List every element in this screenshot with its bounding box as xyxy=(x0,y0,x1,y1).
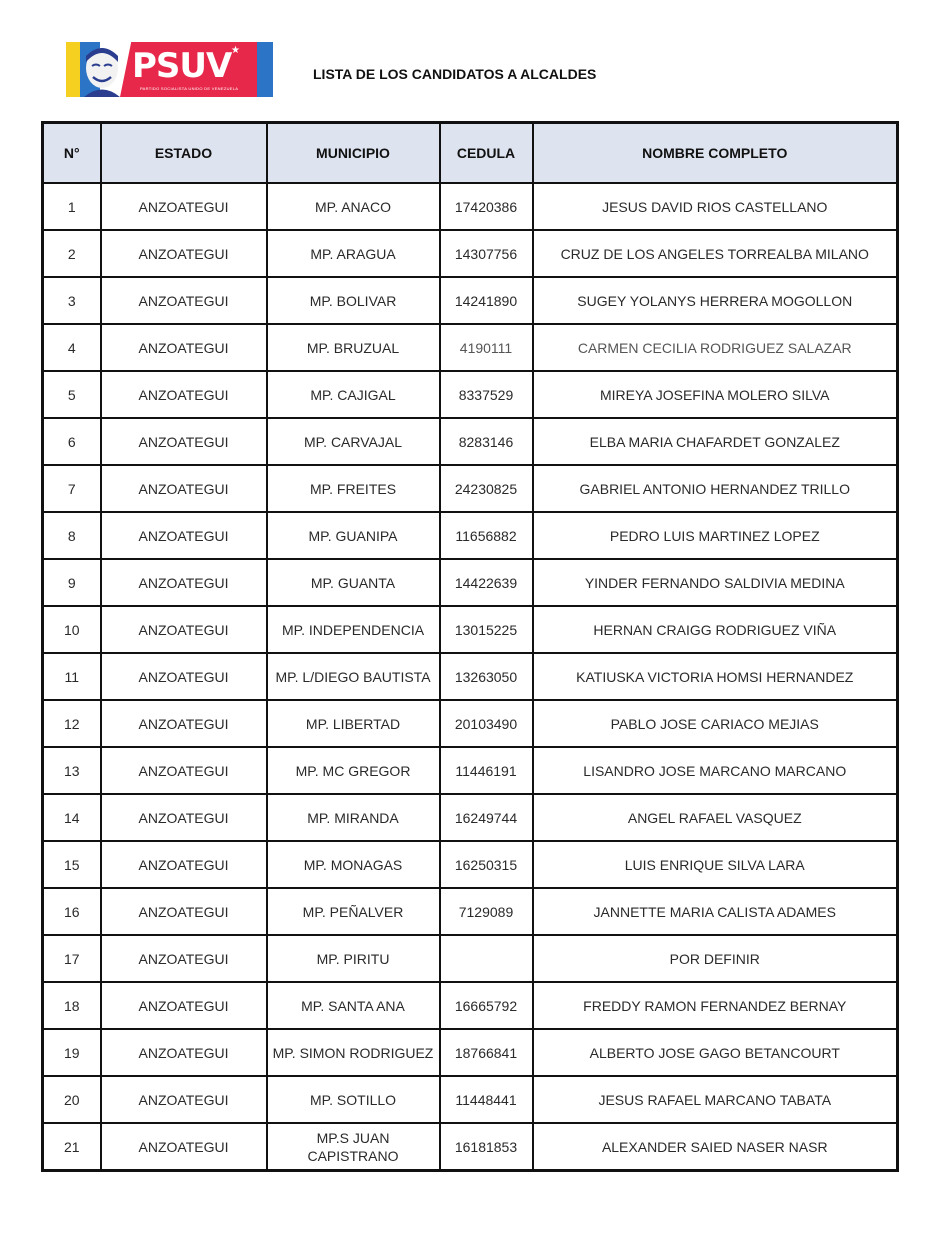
table-row xyxy=(43,700,898,747)
cedula-cell: 8283146 xyxy=(440,418,533,465)
cedula-cell: 20103490 xyxy=(440,700,533,747)
nombre-cell: GABRIEL ANTONIO HERNANDEZ TRILLO xyxy=(533,465,898,512)
cedula-cell: 8337529 xyxy=(440,371,533,418)
estado-cell: ANZOATEGUI xyxy=(101,653,267,700)
row-number: 9 xyxy=(43,559,101,606)
estado-cell: ANZOATEGUI xyxy=(101,982,267,1029)
table-row xyxy=(43,465,898,512)
municipio-cell: MP. MIRANDA xyxy=(267,794,440,841)
row-number: 15 xyxy=(43,841,101,888)
table-row xyxy=(43,606,898,653)
table-header-row xyxy=(43,123,898,184)
estado-cell: ANZOATEGUI xyxy=(101,841,267,888)
estado-cell: ANZOATEGUI xyxy=(101,277,267,324)
cedula-cell: 11656882 xyxy=(440,512,533,559)
row-number: 18 xyxy=(43,982,101,1029)
nombre-cell: ALEXANDER SAIED NASER NASR xyxy=(533,1123,898,1171)
logo-subtitle: PARTIDO SOCIALISTA UNIDO DE VENEZUELA xyxy=(140,86,239,91)
row-number: 7 xyxy=(43,465,101,512)
municipio-cell: MP. SOTILLO xyxy=(267,1076,440,1123)
cedula-cell: 16249744 xyxy=(440,794,533,841)
municipio-cell: MP. L/DIEGO BAUTISTA xyxy=(267,653,440,700)
estado-cell: ANZOATEGUI xyxy=(101,935,267,982)
estado-cell: ANZOATEGUI xyxy=(101,512,267,559)
municipio-cell: MP. FREITES xyxy=(267,465,440,512)
municipio-cell: MP. CAJIGAL xyxy=(267,371,440,418)
estado-cell: ANZOATEGUI xyxy=(101,794,267,841)
nombre-cell: JESUS RAFAEL MARCANO TABATA xyxy=(533,1076,898,1123)
municipio-cell: MP. INDEPENDENCIA xyxy=(267,606,440,653)
estado-cell: ANZOATEGUI xyxy=(101,230,267,277)
column-header-nombre: NOMBRE COMPLETO xyxy=(533,123,898,184)
document-title: LISTA DE LOS CANDIDATOS A ALCALDES xyxy=(313,66,597,82)
table-row xyxy=(43,747,898,794)
row-number: 19 xyxy=(43,1029,101,1076)
estado-cell: ANZOATEGUI xyxy=(101,1029,267,1076)
nombre-cell: CARMEN CECILIA RODRIGUEZ SALAZAR xyxy=(533,324,898,371)
nombre-cell: ELBA MARIA CHAFARDET GONZALEZ xyxy=(533,418,898,465)
estado-cell: ANZOATEGUI xyxy=(101,747,267,794)
cedula-cell: 16181853 xyxy=(440,1123,533,1171)
estado-cell: ANZOATEGUI xyxy=(101,606,267,653)
cedula-cell: 4190111 xyxy=(440,324,533,371)
table-row xyxy=(43,371,898,418)
municipio-cell: MP. ANACO xyxy=(267,183,440,230)
table-row xyxy=(43,277,898,324)
column-header-municipio: MUNICIPIO xyxy=(267,123,440,184)
nombre-cell: LUIS ENRIQUE SILVA LARA xyxy=(533,841,898,888)
cedula-cell: 16665792 xyxy=(440,982,533,1029)
cedula-cell: 14241890 xyxy=(440,277,533,324)
cedula-cell: 24230825 xyxy=(440,465,533,512)
row-number: 21 xyxy=(43,1123,101,1171)
nombre-cell: LISANDRO JOSE MARCANO MARCANO xyxy=(533,747,898,794)
table-row xyxy=(43,653,898,700)
nombre-cell: KATIUSKA VICTORIA HOMSI HERNANDEZ xyxy=(533,653,898,700)
estado-cell: ANZOATEGUI xyxy=(101,371,267,418)
estado-cell: ANZOATEGUI xyxy=(101,1123,267,1171)
nombre-cell: FREDDY RAMON FERNANDEZ BERNAY xyxy=(533,982,898,1029)
table-row xyxy=(43,794,898,841)
row-number: 6 xyxy=(43,418,101,465)
cedula-cell: 14307756 xyxy=(440,230,533,277)
nombre-cell: ANGEL RAFAEL VASQUEZ xyxy=(533,794,898,841)
column-header-number: N° xyxy=(43,123,101,184)
row-number: 4 xyxy=(43,324,101,371)
row-number: 3 xyxy=(43,277,101,324)
table-row xyxy=(43,841,898,888)
cedula-cell: 11448441 xyxy=(440,1076,533,1123)
table-row xyxy=(43,324,898,371)
psuv-logo xyxy=(66,42,273,97)
nombre-cell: JESUS DAVID RIOS CASTELLANO xyxy=(533,183,898,230)
row-number: 14 xyxy=(43,794,101,841)
logo-wordmark: PSUV xyxy=(132,46,232,86)
row-number: 10 xyxy=(43,606,101,653)
estado-cell: ANZOATEGUI xyxy=(101,418,267,465)
cedula-cell: 18766841 xyxy=(440,1029,533,1076)
table-row xyxy=(43,1029,898,1076)
row-number: 20 xyxy=(43,1076,101,1123)
cedula-cell: 7129089 xyxy=(440,888,533,935)
row-number: 12 xyxy=(43,700,101,747)
estado-cell: ANZOATEGUI xyxy=(101,1076,267,1123)
nombre-cell: PEDRO LUIS MARTINEZ LOPEZ xyxy=(533,512,898,559)
municipio-cell: MP. MONAGAS xyxy=(267,841,440,888)
estado-cell: ANZOATEGUI xyxy=(101,324,267,371)
nombre-cell: MIREYA JOSEFINA MOLERO SILVA xyxy=(533,371,898,418)
nombre-cell: JANNETTE MARIA CALISTA ADAMES xyxy=(533,888,898,935)
star-icon: ★ xyxy=(231,45,240,56)
estado-cell: ANZOATEGUI xyxy=(101,183,267,230)
cedula-cell: 13263050 xyxy=(440,653,533,700)
row-number: 5 xyxy=(43,371,101,418)
municipio-cell: MP. SANTA ANA xyxy=(267,982,440,1029)
municipio-cell: MP. PEÑALVER xyxy=(267,888,440,935)
row-number: 11 xyxy=(43,653,101,700)
nombre-cell: PABLO JOSE CARIACO MEJIAS xyxy=(533,700,898,747)
table-row xyxy=(43,559,898,606)
cedula-cell: 14422639 xyxy=(440,559,533,606)
municipio-cell: MP. PIRITU xyxy=(267,935,440,982)
municipio-cell: MP. MC GREGOR xyxy=(267,747,440,794)
table-row xyxy=(43,1076,898,1123)
nombre-cell: CRUZ DE LOS ANGELES TORREALBA MILANO xyxy=(533,230,898,277)
municipio-cell: MP. GUANIPA xyxy=(267,512,440,559)
table-row xyxy=(43,1123,898,1171)
table-row xyxy=(43,230,898,277)
row-number: 17 xyxy=(43,935,101,982)
column-header-cedula: CEDULA xyxy=(440,123,533,184)
nombre-cell: HERNAN CRAIGG RODRIGUEZ VIÑA xyxy=(533,606,898,653)
table-row xyxy=(43,183,898,230)
table-row xyxy=(43,512,898,559)
table-row xyxy=(43,888,898,935)
row-number: 8 xyxy=(43,512,101,559)
municipio-cell: MP. BRUZUAL xyxy=(267,324,440,371)
nombre-cell: POR DEFINIR xyxy=(533,935,898,982)
column-header-estado: ESTADO xyxy=(101,123,267,184)
municipio-cell: MP.S JUAN CAPISTRANO xyxy=(267,1123,440,1171)
candidates-table xyxy=(41,121,899,1172)
municipio-cell: MP. SIMON RODRIGUEZ xyxy=(267,1029,440,1076)
municipio-cell: MP. ARAGUA xyxy=(267,230,440,277)
row-number: 2 xyxy=(43,230,101,277)
row-number: 13 xyxy=(43,747,101,794)
estado-cell: ANZOATEGUI xyxy=(101,559,267,606)
municipio-cell: MP. BOLIVAR xyxy=(267,277,440,324)
portrait-icon xyxy=(78,42,124,97)
cedula-cell: 16250315 xyxy=(440,841,533,888)
municipio-cell: MP. CARVAJAL xyxy=(267,418,440,465)
cedula-cell: 13015225 xyxy=(440,606,533,653)
table-row xyxy=(43,982,898,1029)
table-row xyxy=(43,418,898,465)
table-row xyxy=(43,935,898,982)
row-number: 16 xyxy=(43,888,101,935)
municipio-cell: MP. GUANTA xyxy=(267,559,440,606)
cedula-cell xyxy=(440,935,533,982)
estado-cell: ANZOATEGUI xyxy=(101,700,267,747)
nombre-cell: ALBERTO JOSE GAGO BETANCOURT xyxy=(533,1029,898,1076)
nombre-cell: SUGEY YOLANYS HERRERA MOGOLLON xyxy=(533,277,898,324)
estado-cell: ANZOATEGUI xyxy=(101,465,267,512)
nombre-cell: YINDER FERNANDO SALDIVIA MEDINA xyxy=(533,559,898,606)
row-number: 1 xyxy=(43,183,101,230)
cedula-cell: 17420386 xyxy=(440,183,533,230)
estado-cell: ANZOATEGUI xyxy=(101,888,267,935)
cedula-cell: 11446191 xyxy=(440,747,533,794)
municipio-cell: MP. LIBERTAD xyxy=(267,700,440,747)
